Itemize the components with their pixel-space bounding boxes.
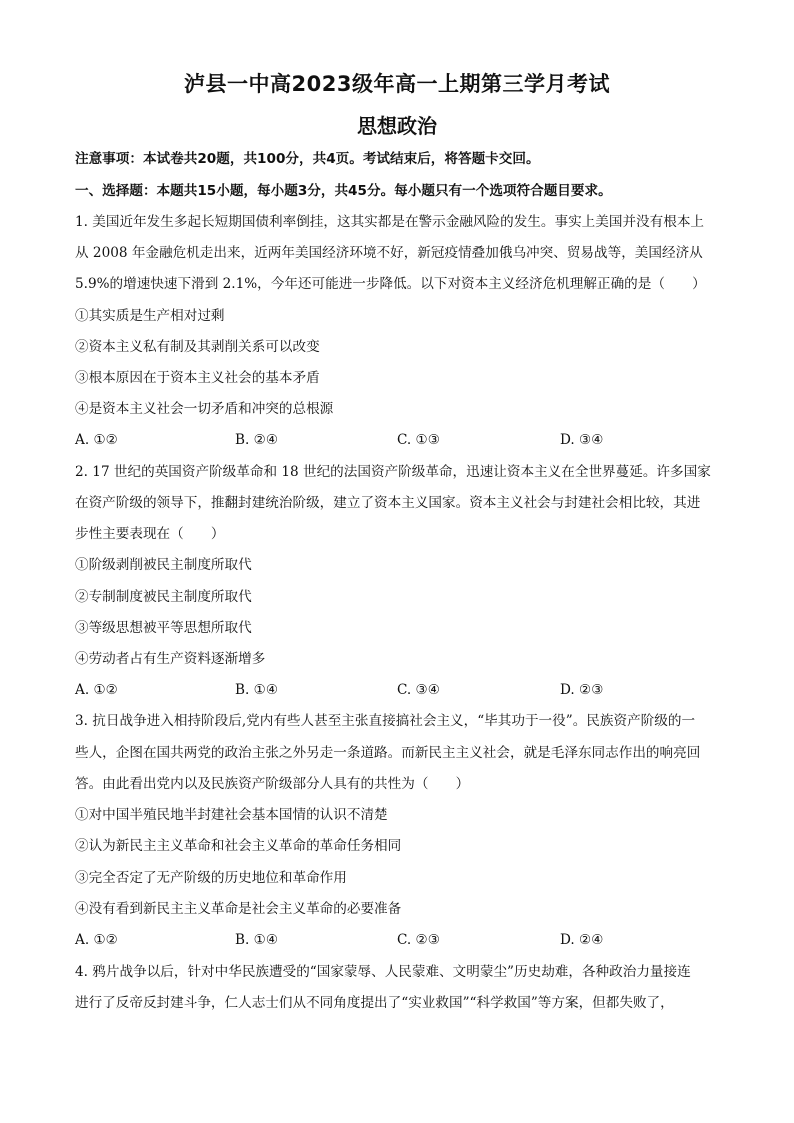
question-3-line-1: 3. 抗日战争进入相持阶段后,党内有些人甚至主张直接搞社会主义，“毕其功于一役”。民族资产阶级的一 [75, 713, 696, 729]
question-2-item-2: ②专制制度被民主制度所取代 [75, 589, 252, 605]
notice-text: 注意事项：本试卷共20题，共100分，共4页。考试结束后，将答题卡交回。 [75, 151, 540, 167]
option-b: B. ①④ [235, 682, 279, 698]
option-d: D. ③④ [560, 432, 604, 448]
question-3-options [75, 930, 725, 950]
question-3-line-2: 些人，企图在国共两党的政治主张之外另走一条道路。而新民主主义社会，就是毛泽东同志作出的响亮回 [75, 745, 701, 761]
exam-title: 泸县一中高2023级年高一上期第三学月考试 [184, 72, 610, 96]
option-c: C. ③④ [397, 682, 440, 698]
option-d: D. ②④ [560, 932, 604, 948]
section-heading: 一、选择题：本题共15小题，每小题3分，共45分。每小题只有一个选项符合题目要求。 [75, 183, 612, 199]
question-1-item-1: ①其实质是生产相对过剩 [75, 308, 225, 324]
question-4-line-1: 4. 鸦片战争以后，针对中华民族遭受的“国家蒙辱、人民蒙难、文明蒙尘”历史劫难，各种政治力量接连 [75, 964, 691, 980]
option-a: A. ①② [75, 932, 118, 948]
question-3-item-2: ②认为新民主主义革命和社会主义革命的革命任务相同 [75, 838, 402, 854]
question-4-line-2: 进行了反帝反封建斗争，仁人志士们从不同角度提出了“实业救国”“科学救国”等方案，但都失败了， [75, 995, 674, 1011]
question-1-line-1: 1. 美国近年发生多起长短期国债利率倒挂，这其实都是在警示金融风险的发生。事实上美国并没有根本上 [75, 214, 705, 230]
question-2-line-2: 在资产阶级的领导下，推翻封建统治阶级，建立了资本主义国家。资本主义社会与封建社会相比较，其进 [75, 495, 701, 511]
question-2-item-4: ④劳动者占有生产资料逐渐增多 [75, 651, 266, 667]
option-c: C. ②③ [397, 932, 440, 948]
question-3-line-3: 答。由此看出党内以及民族资产阶级部分人具有的共性为（ ） [75, 776, 470, 792]
question-1-item-4: ④是资本主义社会一切矛盾和冲突的总根源 [75, 401, 334, 417]
question-2-item-1: ①阶级剥削被民主制度所取代 [75, 557, 252, 573]
option-d: D. ②③ [560, 682, 604, 698]
option-a: A. ①② [75, 432, 118, 448]
option-b: B. ②④ [235, 432, 279, 448]
option-c: C. ①③ [397, 432, 440, 448]
option-a: A. ①② [75, 682, 118, 698]
question-2-line-3: 步性主要表现在（ ） [75, 526, 225, 542]
question-1-options [75, 430, 725, 450]
question-2-options [75, 680, 725, 700]
question-1-line-2: 从 2008 年金融危机走出来，近两年美国经济环境不好，新冠疫情叠加俄乌冲突、贸易战等，美国经济从 [75, 245, 703, 261]
question-2-item-3: ③等级思想被平等思想所取代 [75, 620, 252, 636]
question-1-item-2: ②资本主义私有制及其剥削关系可以改变 [75, 339, 320, 355]
question-2-line-1: 2. 17 世纪的英国资产阶级革命和 18 世纪的法国资产阶级革命，迅速让资本主义在全世界蔓延。许多国家 [75, 464, 711, 480]
option-b: B. ①④ [235, 932, 279, 948]
question-3-item-1: ①对中国半殖民地半封建社会基本国情的认识不清楚 [75, 807, 388, 823]
question-1-item-3: ③根本原因在于资本主义社会的基本矛盾 [75, 370, 320, 386]
exam-subject: 思想政治 [357, 114, 437, 138]
question-1-line-3: 5.9%的增速快速下滑到 2.1%，今年还可能进一步降低。以下对资本主义经济危机理解正确的是（ ） [75, 276, 706, 292]
question-3-item-3: ③完全否定了无产阶级的历史地位和革命作用 [75, 870, 347, 886]
question-3-item-4: ④没有看到新民主主义革命是社会主义革命的必要准备 [75, 901, 402, 917]
